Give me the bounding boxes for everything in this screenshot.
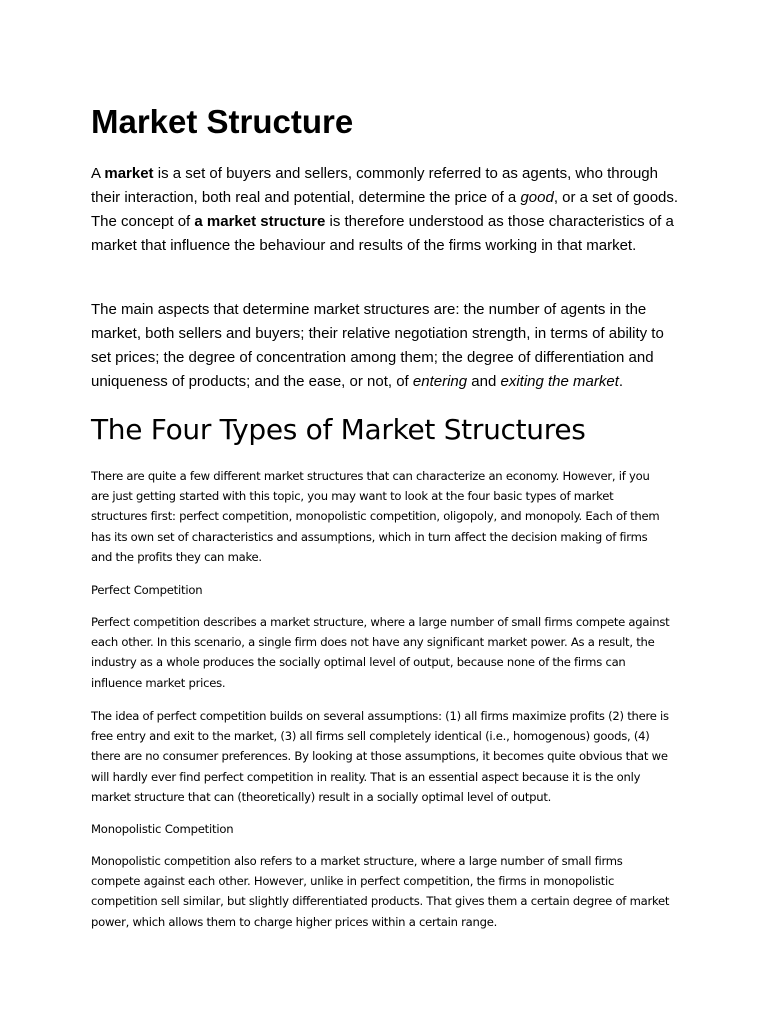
subheading-monopolistic-competition: Monopolistic Competition xyxy=(91,822,234,836)
italic-term-good: good xyxy=(520,189,554,206)
text-run: is a set of buyers and sellers, commonly referred to as agents, who through their interaction, both real and potential, determine the price of a xyxy=(91,165,658,206)
text-run: A xyxy=(91,165,105,182)
text-run: and xyxy=(467,373,501,390)
perfect-competition-paragraph-1: Perfect competition describes a market structure, where a large number of small firms compete against each other. In this scenario, a single firm does not have any significant market power. As a result, the industry as a whole produces the socially optimal level of output, because none of the firms can influence market prices. xyxy=(91,615,670,690)
perfect-competition-paragraph-2: The idea of perfect competition builds on several assumptions: (1) all firms maximize profits (2) there is free entry and exit to the market, (3) all firms sell completely identical (i.e., homogenous) goods, (4) there are no consumer preferences. By looking at those assumptions, it becomes quite obvious that we will hardly ever find perfect competition in reality. That is an essential aspect because it is the only market structure that can (theoretically) result in a socially optimal level of output. xyxy=(91,709,669,804)
text-run: is therefore understood as those characteristics of a market that influence the behaviour and results of the firms working in that market. xyxy=(91,213,674,254)
italic-term-entering: entering xyxy=(412,373,468,390)
text-run: . xyxy=(618,373,624,390)
intro-paragraph-1 xyxy=(91,162,681,258)
monopolistic-competition-paragraph-1: Monopolistic competition also refers to a market structure, where a large number of small firms compete against each other. However, unlike in perfect competition, the firms in monopolistic competition sell similar, but slightly differentiated products. That gives them a certain degree of market power, which allows them to charge higher prices within a certain range. xyxy=(91,854,670,929)
section-title: The Four Types of Market Structures xyxy=(91,413,586,446)
italic-term-exiting: exiting the market xyxy=(500,373,619,390)
text-run: The main aspects that determine market structures are: the number of agents in the market, both sellers and buyers; their relative negotiation strength, in terms of ability to set prices; the degree of concentration among them; the degree of differentiation and uniqueness of products; and the ease, or not, of xyxy=(91,301,664,390)
intro-paragraph-2 xyxy=(91,298,681,394)
text-run: , or a set of goods. The concept of xyxy=(91,189,679,230)
page-title: Market Structure xyxy=(91,103,354,140)
subheading-perfect-competition: Perfect Competition xyxy=(91,583,203,597)
section-intro-paragraph: There are quite a few different market structures that can characterize an economy. However, if you are just getting started with this topic, you may want to look at the four basic types of market structures first: perfect competition, monopolistic competition, oligopoly, and monopoly. Each of them has its own set of characteristics and assumptions, which in turn affect the decision making of firms and the profits they can make. xyxy=(91,469,660,564)
bold-term-market: market xyxy=(104,165,154,182)
bold-term-market-structure: a market structure xyxy=(194,213,326,230)
